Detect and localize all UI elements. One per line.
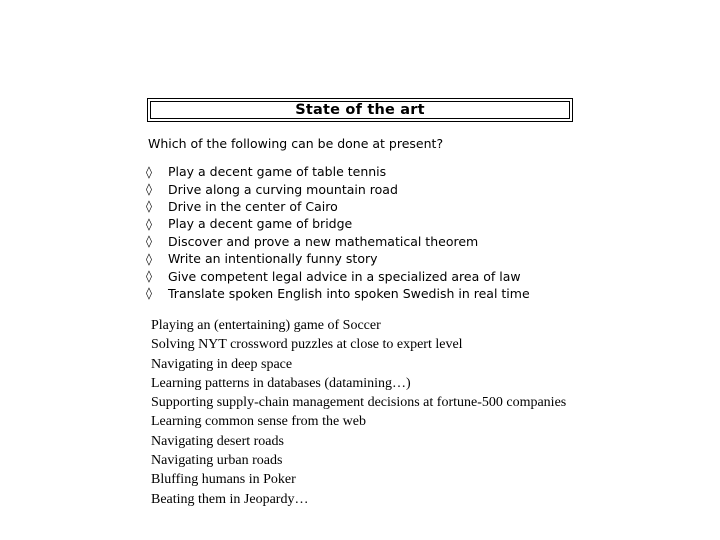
diamond-outline-icon: ◊	[146, 269, 152, 284]
diamond-outline-icon: ◊	[146, 286, 152, 301]
diamond-outline-icon: ◊	[146, 234, 152, 249]
list-item: ◊ Give competent legal advice in a specialized area of law	[146, 268, 521, 284]
list-item: Beating them in Jeopardy…	[151, 491, 309, 507]
list-item: Navigating urban roads	[151, 453, 283, 469]
scanned-list	[146, 163, 530, 302]
list-item: ◊ Write an intentionally funny story	[146, 251, 378, 267]
list-item: ◊ Play a decent game of bridge	[146, 216, 353, 232]
diamond-outline-icon: ◊	[146, 182, 152, 197]
list-item: Learning common sense from the web	[151, 414, 366, 430]
list-item: ◊ Play a decent game of table tennis	[146, 164, 387, 180]
list-item: Bluffing humans in Poker	[151, 472, 296, 488]
list-item: Playing an (entertaining) game of Soccer	[151, 318, 381, 333]
title-box	[147, 98, 573, 122]
slide-title: State of the art	[295, 102, 425, 118]
list-item: Supporting supply-chain management decisions at fortune-500 companies	[151, 395, 567, 411]
list-item: Solving NYT crossword puzzles at close to expert level	[151, 337, 463, 353]
list-item: Navigating in deep space	[151, 356, 293, 372]
diamond-outline-icon: ◊	[146, 216, 152, 231]
list-item: Learning patterns in databases (datamining…)	[151, 375, 411, 391]
list-item: ◊ Drive in the center of Cairo	[146, 198, 338, 214]
question-text: Which of the following can be done at present?	[148, 136, 444, 151]
diamond-outline-icon: ◊	[146, 199, 152, 214]
added-list	[151, 316, 566, 509]
diamond-outline-icon: ◊	[146, 251, 152, 266]
list-item: ◊ Translate spoken English into spoken Swedish in real time	[146, 285, 530, 301]
diamond-outline-icon: ◊	[146, 164, 152, 179]
list-item: ◊ Drive along a curving mountain road	[146, 181, 398, 197]
list-item: Navigating desert roads	[151, 433, 284, 449]
list-item: ◊ Discover and prove a new mathematical theorem	[146, 233, 479, 249]
